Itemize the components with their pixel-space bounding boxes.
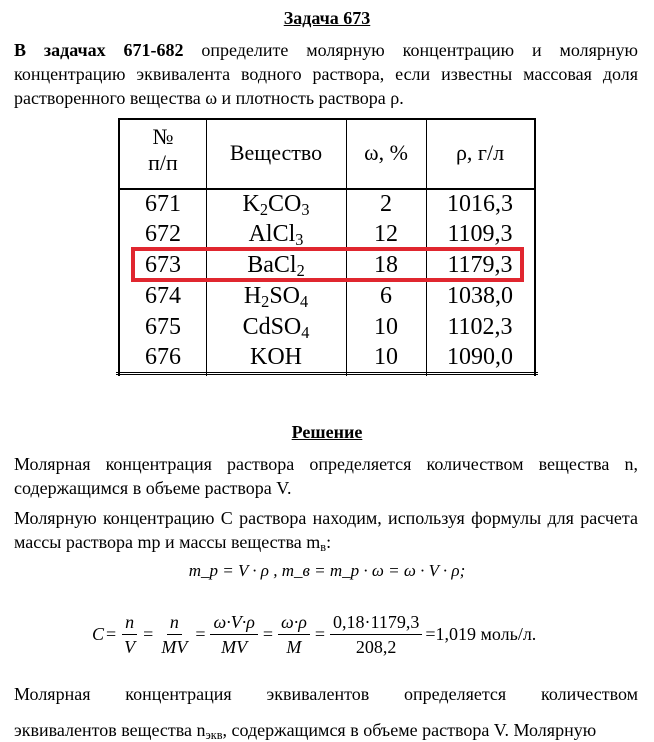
table-cell-density: 1109,3 bbox=[447, 221, 513, 247]
task-text: определите молярную концентрацию и молярную концентрацию эквивалента водного раствора, если известны массовая доля растворенного вещества ω и плотность раствора ρ. bbox=[14, 40, 638, 108]
solution-paragraph-3-line-1: Молярная концентрация эквивалентов определяется количеством bbox=[14, 684, 638, 704]
formula-molarity: C = $\frac{n}{V}$ = $\frac{n}{MV}$ = $\frac{\omega\cdot V\cdot\rho}{MV}$ = $\frac{\omega\cdot\rho}{M}$ = $\frac{0,18\cdot 1179,3}{208,2}$ =1,019 моль/л. bbox=[92, 611, 537, 657]
table-bottom-border bbox=[116, 372, 538, 375]
table-cell-substance: AlCl$_3$ bbox=[248, 221, 304, 250]
table-cell-num: 672 bbox=[145, 221, 181, 247]
header-num-label: п/п bbox=[148, 150, 178, 175]
header-mass-fraction: ω, % bbox=[364, 140, 408, 165]
eq-frac-5: $\frac{0,18\cdot 1179,3}{208,2}$ bbox=[330, 610, 422, 659]
formula-masses-text: m_p = V · ρ , m_в = m_p · ω = ω · V · ρ; bbox=[188, 561, 466, 580]
table-cell-num: 671 bbox=[145, 191, 181, 217]
table-cell-mass-fraction: 6 bbox=[380, 283, 392, 309]
solution-paragraph-1: Молярная концентрация раствора определяется количеством вещества n, содержащимся в объеме раствора V. bbox=[14, 454, 638, 498]
table-cell-substance: BaCl$_2$ bbox=[247, 252, 305, 281]
table-cell-mass-fraction: 10 bbox=[374, 344, 398, 370]
eq-frac-4: $\frac{\omega\cdot\rho}{M}$ bbox=[278, 610, 310, 659]
table-cell-density: 1179,3 bbox=[447, 252, 513, 278]
table-cell-density: 1038,0 bbox=[447, 283, 513, 309]
table-cell-mass-fraction: 12 bbox=[374, 221, 398, 247]
table-cell-density: 1102,3 bbox=[447, 314, 513, 340]
eq-result: =1,019 моль/л. bbox=[425, 623, 537, 644]
header-substance: Вещество bbox=[229, 140, 323, 165]
eq-frac-2: $\frac{n}{MV}$ bbox=[161, 611, 188, 657]
table-cell-mass-fraction: 18 bbox=[374, 252, 398, 278]
table-cell-mass-fraction: 2 bbox=[380, 191, 392, 217]
task-range: В задачах 671-682 bbox=[14, 40, 184, 60]
table-cell-num: 674 bbox=[145, 283, 181, 309]
table-cell-substance: $K_2CO_3$ bbox=[242, 191, 310, 220]
header-num-symbol: № bbox=[152, 124, 174, 149]
table-cell-num: 673 bbox=[145, 252, 181, 278]
highlight-row-673 bbox=[131, 247, 524, 282]
eq-frac-1: $\frac{n}{V}$ bbox=[124, 611, 136, 657]
formula-masses bbox=[0, 561, 654, 581]
header-density: ρ, г/л bbox=[455, 140, 505, 165]
table-cell-density: 1016,3 bbox=[447, 191, 513, 217]
eq-frac-3: $\frac{\omega\cdot V\cdot\rho}{MV}$ bbox=[210, 610, 257, 659]
eq-lhs: C bbox=[92, 623, 105, 644]
paragraph-2-sub: в bbox=[320, 540, 327, 555]
table-cell-num: 675 bbox=[145, 314, 181, 340]
table-cell-mass-fraction: 10 bbox=[374, 314, 398, 340]
table-cell-num: 676 bbox=[145, 344, 181, 370]
task-title: Задача 673 bbox=[283, 8, 371, 28]
table-cell-substance: CdSO$_4$ bbox=[242, 314, 310, 343]
table-cell-substance: $H_2SO_4$ bbox=[243, 283, 309, 312]
table-cell-density: 1090,0 bbox=[447, 344, 513, 370]
task-statement bbox=[14, 38, 638, 110]
paragraph-2-text: Молярную концентрацию C раствора находим, используя формулы для расчета массы раствора mp и массы вещества m bbox=[14, 508, 638, 552]
paragraph-2-end: : bbox=[326, 532, 332, 552]
solution-paragraph-3-line-2: эквивалентов вещества $n_{экв}$, содержащимся в объеме раствора V. Молярную bbox=[14, 720, 597, 742]
solution-heading: Решение bbox=[291, 422, 363, 442]
solution-paragraph-2 bbox=[14, 506, 638, 554]
table-cell-substance: KOH bbox=[250, 344, 302, 370]
